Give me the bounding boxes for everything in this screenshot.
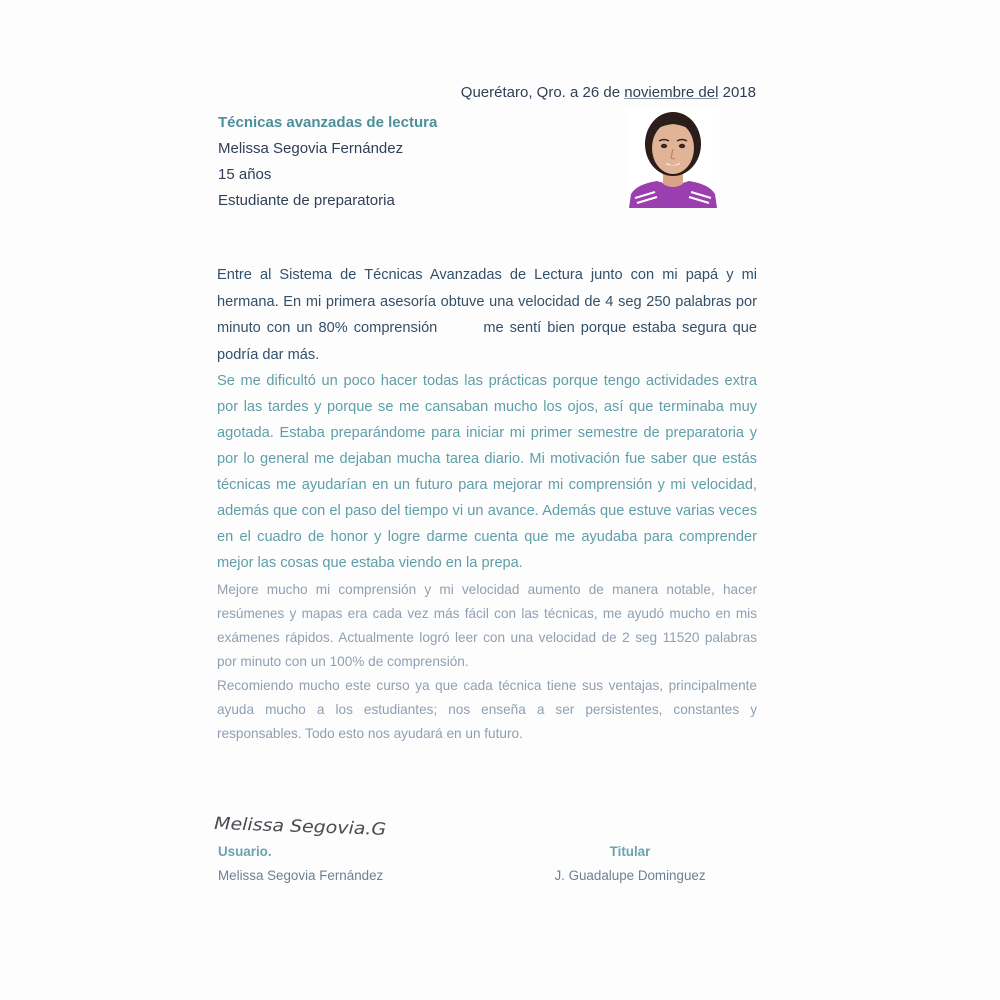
- svg-text:Melissa Segovia.G: Melissa Segovia.G: [213, 813, 369, 840]
- student-role: Estudiante de preparatoria: [218, 192, 395, 209]
- paragraph-1-part-b: me sentí bien porque estaba segura que podría dar más.: [217, 320, 758, 363]
- paragraph-1-part-a: Entre al Sistema de Técnicas Avanzadas de Lectura junto con mi papá y mi hermana. En mi primera asesoría obtuve una velocidad de 4 seg 250 palabras por minuto con un 80% comprensión: [217, 267, 757, 336]
- letter-header: [218, 110, 437, 214]
- user-name: Melissa Segovia Fernández: [218, 868, 384, 883]
- paragraph-1: [217, 262, 757, 368]
- titular-label: Titular: [609, 844, 651, 859]
- student-name: Melissa Segovia Fernández: [218, 140, 404, 157]
- course-title: Técnicas avanzadas de lectura: [218, 114, 438, 131]
- titular-name: J. Guadalupe Dominguez: [554, 868, 706, 883]
- paragraph-4: Recomiendo mucho este curso ya que cada técnica tiene sus ventajas, principalmente ayuda mucho a los estudiantes; nos enseña a ser persistentes, constantes y responsables. Todo esto nos ayudará en un futuro.: [217, 678, 757, 741]
- student-portrait-image: [627, 108, 719, 208]
- user-signature-block: [218, 840, 383, 888]
- date-prefix: Querétaro, Qro. a 26 de: [460, 84, 625, 101]
- student-age: 15 años: [218, 166, 272, 183]
- letter-date: [461, 84, 756, 101]
- titular-signature-block: [550, 840, 710, 888]
- student-photo: [627, 108, 719, 208]
- letter-body: [217, 262, 757, 746]
- paragraph-3: Mejore mucho mi comprensión y mi velocidad aumento de manera notable, hacer resúmenes y mapas era cada vez más fácil con las técnicas, me ayudó mucho en mis exámenes rápidos. Actualmente logró leer con una velocidad de 2 seg 11520 palabras por minuto con un 100% de comprensión.: [217, 582, 757, 669]
- paragraph-2: Se me dificultó un poco hacer todas las prácticas porque tengo actividades extra por las tardes y porque se me cansaban mucho los ojos, así que terminaba muy agotada. Estaba preparándome para iniciar mi primer semestre de preparatoria y por lo general me dejaban mucha tarea diario. Mi motivación fue saber que estás técnicas me ayudarían en un futuro para mejorar mi comprensión y mi velocidad, además que con el paso del tiempo vi un avance. Además que estuve varias veces en el cuadro de honor y logre darme cuenta que me ayudaba para comprender mejor las cosas que estaba viendo en la prepa.: [217, 373, 757, 571]
- date-underlined: noviembre del: [624, 84, 719, 101]
- date-suffix: 2018: [718, 84, 756, 101]
- user-label: Usuario.: [218, 844, 272, 859]
